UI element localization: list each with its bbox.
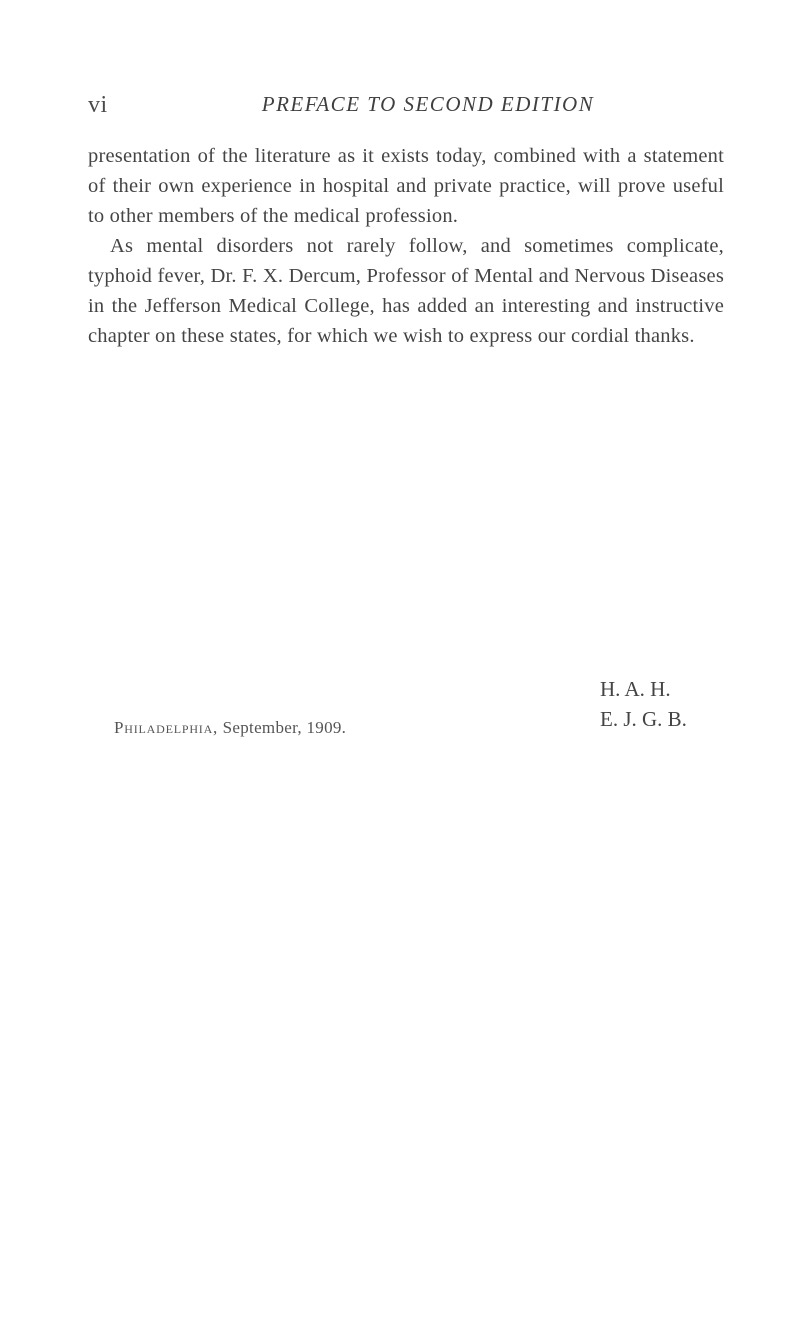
signatures: [600, 674, 760, 734]
signature-initials-1: H. A. H.: [600, 677, 671, 701]
page-header: [88, 92, 728, 122]
place-and-date: [114, 718, 346, 738]
page-number: vi: [88, 92, 108, 118]
paragraph-2: As mental disorders not rarely follow, and sometimes complicate, typhoid fever, Dr. F. X. Dercum, Professor of Mental and Nervous Diseases in the Jefferson Medical College, has added an interesting and instructive chapter on these states, for which we wish to express our cordial thanks.: [88, 235, 724, 347]
body-text: [88, 141, 724, 351]
running-head: PREFACE TO SECOND EDITION: [261, 92, 595, 116]
signature-initials-2: E. J. G. B.: [600, 707, 687, 731]
date: September, 1909.: [222, 718, 347, 737]
place: Philadelphia,: [114, 718, 219, 737]
paragraph-1: presentation of the literature as it exists today, combined with a statement of their own experience in hospital and private practice, will prove useful to other members of the medical profession.: [88, 145, 724, 227]
